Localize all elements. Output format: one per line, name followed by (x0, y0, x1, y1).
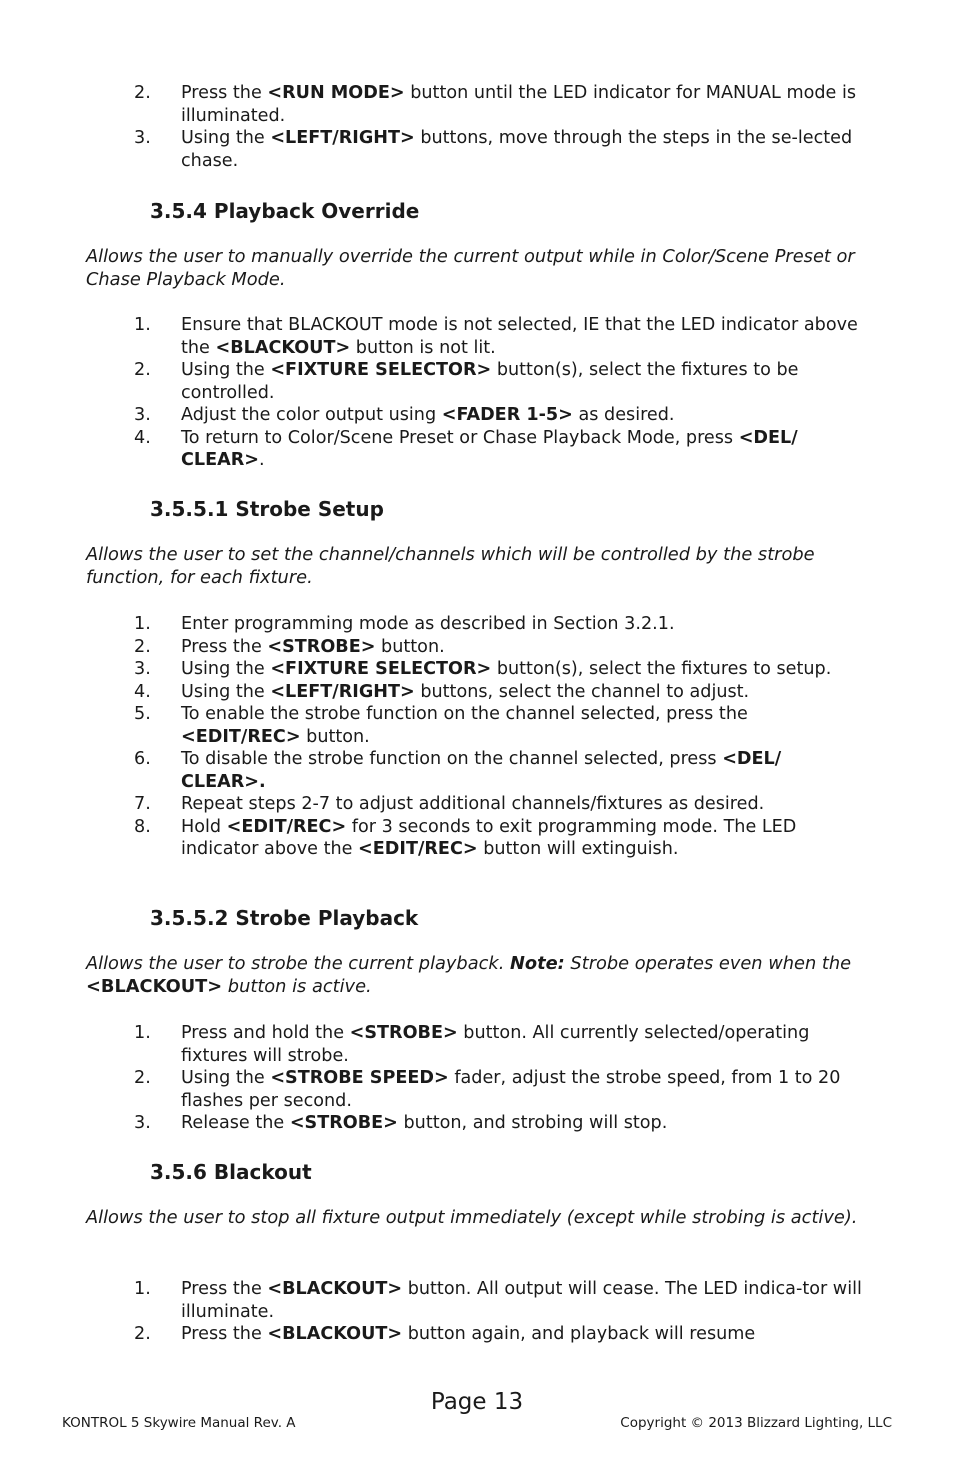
section-intro-strobe-setup: Allows the user to set the channel/channels which will be controlled by the strobe function, for each fixture. (86, 544, 815, 588)
list-item (134, 793, 864, 816)
item-text: To disable the strobe function on the channel selected, press (181, 749, 723, 769)
item-text: Using the (181, 659, 271, 679)
item-text: button(s), select the fixtures to setup. (491, 659, 832, 679)
item-number: 1. (134, 614, 151, 634)
list-item (134, 1323, 864, 1346)
list-item (134, 613, 864, 636)
item-text: Repeat steps 2-7 to adjust additional channels/fixtures as desired. (181, 794, 765, 814)
note-label: Note: (510, 953, 565, 974)
item-number: 2. (134, 636, 151, 657)
item-number: 4. (134, 681, 151, 702)
button-reference: <RUN MODE> (267, 83, 405, 103)
button-reference: <LEFT/RIGHT> (270, 681, 415, 702)
list-item (134, 1067, 864, 1112)
item-text: as desired. (572, 405, 675, 425)
item-number: 7. (134, 794, 151, 814)
item-number: 3. (134, 128, 151, 148)
button-reference: <DEL/ CLEAR> (181, 427, 798, 470)
item-number: 2. (134, 1324, 151, 1344)
footer-manual-title: KONTROL 5 Skywire Manual Rev. A (62, 1415, 296, 1431)
item-text: Ensure that BLACKOUT mode is not selected, IE that the LED indicator above the (181, 315, 858, 358)
item-text: Adjust the color output using (181, 405, 442, 425)
list-item (134, 816, 864, 861)
item-text: fader, adjust the strobe speed, from 1 to 20 flashes per second. (181, 1068, 841, 1111)
item-text: buttons, select the channel to adjust. (414, 681, 750, 702)
button-reference: <BLACKOUT> (215, 337, 351, 358)
item-text: button until the LED indicator for MANUAL mode is illuminated. (181, 83, 856, 126)
section-heading-strobe-playback: 3.5.5.2 Strobe Playback (150, 906, 419, 930)
list-item (134, 636, 864, 659)
section-intro-strobe-playback (86, 952, 866, 998)
button-reference: <EDIT/REC> (226, 816, 347, 837)
list-item (134, 1022, 864, 1067)
item-number: 1. (134, 1023, 151, 1043)
intro-text: Strobe operates even when the (564, 953, 852, 974)
item-number: 3. (134, 405, 151, 425)
strobe-setup-steps (134, 613, 864, 861)
item-number: 3. (134, 659, 151, 679)
button-reference: <FIXTURE SELECTOR> (270, 360, 492, 380)
item-number: 2. (134, 360, 151, 380)
item-text: button. All output will cease. The LED indica-tor will illuminate. (181, 1279, 862, 1322)
button-reference: <FIXTURE SELECTOR> (270, 659, 492, 679)
item-text: button. (300, 726, 370, 747)
top-steps-list (134, 82, 864, 172)
section-heading-strobe-setup: 3.5.5.1 Strobe Setup (150, 497, 384, 521)
button-reference: <FADER 1-5> (441, 405, 573, 425)
button-reference: <DEL/ CLEAR>. (181, 749, 782, 792)
footer-copyright: Copyright © 2013 Blizzard Lighting, LLC (620, 1415, 892, 1431)
item-text: button. All currently selected/operating fixtures will strobe. (181, 1023, 810, 1066)
intro-text: button is active. (222, 976, 372, 997)
button-reference: <LEFT/RIGHT> (270, 128, 415, 148)
list-item (134, 681, 864, 704)
list-item (134, 359, 864, 404)
item-number: 2. (134, 83, 151, 103)
blackout-steps (134, 1278, 864, 1346)
list-item (134, 748, 864, 793)
button-reference: <EDIT/REC> (181, 726, 301, 747)
list-item (134, 82, 864, 127)
list-item (134, 314, 864, 359)
list-item (134, 658, 864, 681)
section-intro-playback-override: Allows the user to manually override the current output while in Color/Scene Preset or Chase Playback Mode. (86, 246, 855, 290)
item-text: Using the (181, 681, 271, 702)
button-reference: <BLACKOUT> (267, 1324, 403, 1344)
item-text: for 3 seconds to exit programming mode. The LED indicator above the (181, 816, 797, 859)
playback-override-steps (134, 314, 864, 472)
strobe-playback-steps (134, 1022, 864, 1135)
item-text: Release the (181, 1113, 290, 1133)
page-number: Page 13 (430, 1389, 524, 1415)
section-intro-blackout: Allows the user to stop all fixture output immediately (except while strobing is active). (86, 1207, 858, 1228)
item-number: 8. (134, 816, 151, 837)
item-text: Press the (181, 636, 268, 657)
item-text: Press the (181, 83, 268, 103)
item-text: Hold (181, 816, 227, 837)
section-heading-playback-override: 3.5.4 Playback Override (150, 199, 420, 223)
button-reference: <STROBE> (267, 636, 376, 657)
item-text: Using the (181, 1068, 271, 1088)
item-text: buttons, move through the steps in the se-lected chase. (181, 128, 853, 171)
button-reference: <STROBE SPEED> (270, 1068, 449, 1088)
button-reference: <BLACKOUT> (86, 976, 223, 997)
button-reference: <BLACKOUT> (267, 1279, 403, 1299)
item-text: button. (375, 636, 445, 657)
item-text: button is not lit. (350, 337, 496, 358)
item-text: Using the (181, 128, 271, 148)
item-text: Press and hold the (181, 1023, 350, 1043)
item-text: Press the (181, 1324, 268, 1344)
item-text: . (259, 450, 265, 470)
item-number: 3. (134, 1113, 151, 1133)
item-text: button(s), select the fixtures to be controlled. (181, 360, 799, 403)
item-number: 2. (134, 1068, 151, 1088)
item-text: Press the (181, 1279, 268, 1299)
item-number: 6. (134, 749, 151, 769)
button-reference: <STROBE> (349, 1023, 458, 1043)
item-text: button again, and playback will resume (402, 1324, 756, 1344)
item-number: 1. (134, 315, 151, 335)
item-text: To enable the strobe function on the channel selected, press the (181, 704, 748, 724)
item-text: button, and strobing will stop. (397, 1113, 668, 1133)
list-item (134, 404, 864, 427)
intro-text: Allows the user to strobe the current playback. (86, 953, 510, 974)
item-number: 4. (134, 427, 151, 448)
list-item (134, 1278, 864, 1323)
list-item (134, 427, 864, 472)
list-item (134, 703, 864, 748)
item-number: 5. (134, 704, 151, 724)
item-text: Using the (181, 360, 271, 380)
list-item (134, 1112, 864, 1135)
item-text: button will extinguish. (477, 839, 679, 859)
section-heading-blackout: 3.5.6 Blackout (150, 1160, 312, 1184)
button-reference: <STROBE> (289, 1113, 398, 1133)
item-number: 1. (134, 1279, 151, 1299)
item-text: Enter programming mode as described in Section 3.2.1. (181, 614, 675, 634)
button-reference: <EDIT/REC> (358, 839, 478, 859)
list-item (134, 127, 864, 172)
item-text: To return to Color/Scene Preset or Chase Playback Mode, press (181, 427, 739, 448)
